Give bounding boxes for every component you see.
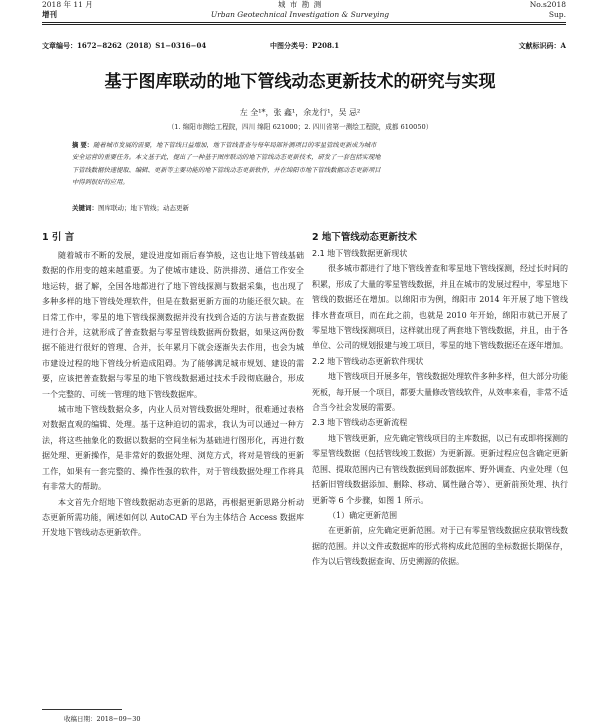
author-list: 左 全¹*，张 鑫¹，余龙行¹，吴 忌² [239,108,361,117]
article-id: 文章编号：1672−8262（2018）S1−0316−04 [42,41,207,50]
body-paragraph: 很多城市都进行了地下管线普查和零星地下管线探测，经过长时间的积累，形成了大量的零星管线数据，并且在城市的发展过程中，零星地下管线的数据还在增加。以绵阳市为例，绵阳市 2014 年开展了地下管线排水普查项目，而在此之前，也就是 2010 年开始，绵阳市就已开展了零星地下管线探测项目，这样就出现了两套地下管线数据，并且，由于各单位、公司的规划报建与竣工项目，零星的地下管线数据还在逐年增加。 [312,264,568,351]
left-column [42,230,304,541]
subsection-heading-software: 2.2 地下管线动态更新软件现状 [312,356,424,366]
subsection-heading-status: 2.1 地下管线数据更新现状 [312,249,408,258]
keywords-label: 关键词： [72,204,98,212]
abstract-line: 摘 要：随着城市发展的需要，地下管线日益增加，地下管线普查与每年局部补测项目的零星管线更新成为城市 [72,142,377,149]
clc-number: 中图分类号：P208.1 [270,41,340,50]
header-journal-en: Urban Geotechnical Investigation & Surveying [210,10,390,19]
keywords-text: 图库联动；地下管线；动态更新 [98,204,189,212]
document-code: 文献标识码：A [518,41,566,50]
right-column [312,230,568,570]
body-paragraph: 地下管线更新，应先确定管线项目的主库数据，以已有或即将探测的零星管线数据（包括管线竣工数据）为更新源。更新过程应包含确定更新范围、提取范围内已有管线数据到局部数据库、野外调查、内业处理（包括新旧管线数据添加、删除、移动、属性融合等）、更新前预处理、执行更新等 6 个步骤，如图 1 所示。 [312,433,568,505]
received-date-footnote: 收稿日期：2018−09−30 [64,715,141,723]
body-paragraph: 本文首先介绍地下管线数据动态更新的思路，再根据更新思路分析动态更新所需功能，阐述如何以 AutoCAD 平台为主体结合 Access 数据库开发地下管线动态更新软件。 [42,497,304,538]
body-paragraph: 地下管线项目开展多年，管线数据处理软件多种多样，但大部分功能死板，每开展一个项目，都要大量修改管线软件，从效率来看，非常不适合当今社会发展的需要。 [312,372,568,413]
header-rule [42,22,566,23]
section-heading-update-technology: 2 地下管线动态更新技术 [312,232,417,243]
author-affiliation: （1. 绵阳市测绘工程院，四川 绵阳 621000；2. 四川省第一测绘工程院，成都 610050） [167,123,433,131]
header-supplement: 增刊 [42,10,57,19]
body-paragraph: 随着城市不断的发展，建设进度如雨后春笋般，这也让地下管线基础数据的作用变的越来越重要。为了使城市建设、防洪排涝、通信工作安全地运转，据了解，全国各地都进行了地下管线探测与数据采集，也出现了多种多样的地下管线处理软件，但是在数据更新方面的功能还很欠缺。在日常工作中，零星的地下管线探测数据并没有找到合适的方法与普查数据进行合并，这就形成了普查数据与零星管线数据两份数据，如果这两份数据不能进行很好的管理、合并，长年累月下就会逐渐失去作用，也会为城市建设过程的地下管线分析造成阻碍。为了能够满足城市规划、建设的需要，应该把普查数据与零星的地下管线数据通过技术手段彻底融合，形成一个完整的、可统一管理的地下管线数据库。 [42,251,304,399]
body-paragraph: 在更新前，应先确定更新范围。对于已有零星管线数据应获取管线数据的范围。并以文件或数据库的形式将构成此范围的坐标数据长期保存，作为以后管线数据查询、历史溯源的依据。 [312,526,568,567]
abstract-line: 中得到很好的应用。 [72,178,129,186]
abstract-line: 安全运营的重要任务。本文基于此，提出了一种基于图库联动的地下管线动态更新技术，研发了一套包括实现地 [72,154,381,162]
paper-title: 基于图库联动的地下管线动态更新技术的研究与实现 [104,72,496,92]
abstract [72,140,534,189]
header-year-month: 2018 年 11 月 [42,0,93,9]
header-journal-cn: 城 市 勘 测 [277,0,323,9]
footnote-rule [42,709,122,710]
abstract-line: 下管线数据快速提取、编辑、更新等主要功能的地下管线动态更新软件，并在绵阳市地下管线数据动态更新项目 [72,166,381,174]
section-heading-introduction: 1 引 言 [42,232,75,243]
header-rule-thin [42,24,566,25]
body-paragraph: 城市地下管线数据众多，内业人员对管线数据处理时，很难通过表格对数据直观的编辑、处理。基于这种迫切的需求，我认为可以通过一种方法，将这些抽象化的数据以数据的空间坐标为基础进行图形化，再进行数据处理、更新操作，是非常好的数据处理、浏览方式，将对是管线的更新工作，如果有一套完整的、操作性强的软件，对于管线数据处理工作将具有非常大的帮助。 [42,405,304,492]
keywords [72,203,189,212]
abstract-label: 摘 要： [72,142,94,149]
header-number: No.s2018 [529,0,566,9]
header-sup: Sup. [548,10,566,19]
subsection-heading-workflow: 2.3 地下管线动态更新流程 [312,418,408,428]
step-heading-scope: （1）确定更新范围 [328,510,398,520]
